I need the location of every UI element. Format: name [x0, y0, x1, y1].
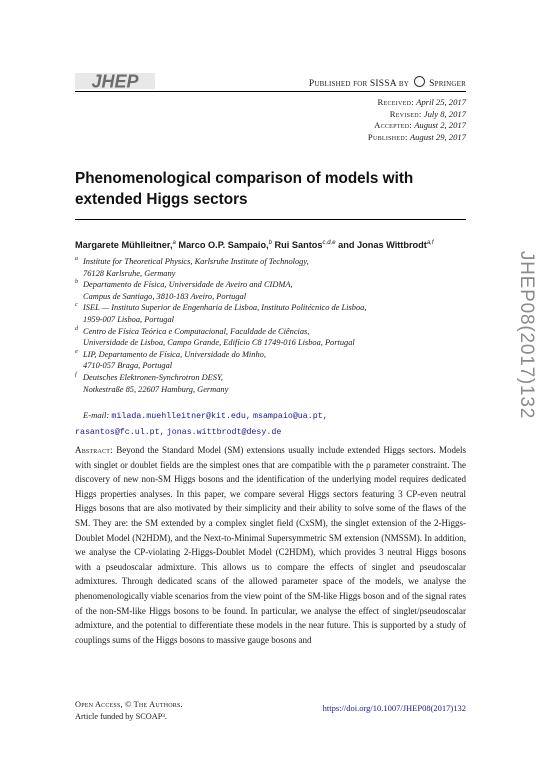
title-rule: [75, 219, 466, 220]
date-accepted: Accepted: August 2, 2017: [374, 120, 466, 131]
jhep-logo-text: JHEP: [91, 71, 139, 92]
affiliation-item: c ISEL — Instituto Superior de Engenharia de Lisboa, Instituto Politécnico de Lisboa, 1959-007 Lisboa, Portugal: [75, 302, 367, 324]
publication-dates: [290, 97, 466, 143]
email-label: E-mail:: [83, 410, 110, 420]
email-link[interactable]: jonas.wittbrodt@desy.de: [166, 428, 282, 437]
date-revised: Revised: July 8, 2017: [389, 108, 466, 119]
email-link[interactable]: milada.muehlleitner@kit.edu,: [111, 412, 251, 421]
author-affil-mark: b: [268, 240, 272, 246]
author-affil-mark: c,d,e: [322, 240, 336, 246]
title-line-1: Phenomenological comparison of models with: [75, 170, 414, 187]
doi-link[interactable]: https://doi.org/10.1007/JHEP08(2017)132: [322, 703, 466, 713]
email-link[interactable]: rasantos@fc.ul.pt,: [75, 428, 165, 437]
open-access-line: Open Access, © The Authors.: [75, 700, 183, 709]
affiliation-item: d Centro de Física Teórica e Computacional, Faculdade de Ciências, Universidade de Lisboa, Campo Grande, Edifício C8 1749-016 Lisboa, Portugal: [75, 325, 355, 348]
email-block: [75, 408, 483, 440]
side-stamp: [513, 200, 539, 470]
header-rule: [75, 91, 466, 92]
publisher-prefix: Published for SISSA by: [308, 79, 409, 89]
paper-title: [75, 168, 466, 210]
springer-horse-icon: [414, 76, 425, 87]
affiliation-item: e LIP, Departamento de Física, Universidade do Minho, 4710-057 Braga, Portugal: [75, 348, 266, 371]
author-affil-mark: a: [172, 240, 176, 246]
side-stamp-text: JHEP08(2017)132: [516, 250, 537, 420]
author-name: and Jonas Wittbrodt: [338, 240, 427, 251]
abstract-heading: Abstract:: [75, 445, 113, 455]
abstract-text: Beyond the Standard Model (SM) extensions usually include extended Higgs sectors. Models with singlet or doublet fields are the simplest ones that are compatible with the ρ parameter constraint. The discovery of new non-SM Higgs bosons and the identification of the underlying model requires dedicated Higgs properties analyses. In this paper, we compare several Higgs sectors featuring 3 CP-even neutral Higgs bosons that are also motivated by their simplicity and their ability to solve some of the flaws of the SM. They are: the SM extended by a complex singlet field (CxSM), the singlet extension of the 2-Higgs-Doublet Model (N2HDM), and the Next-to-Minimal Supersymmetric SM extension (NMSSM). In addition, we analyse the CP-violating 2-Higgs-Doublet Model (C2HDM), which provides 3 neutral Higgs bosons with a pseudoscalar admixture. This allows us to compare the effects of singlet and pseudoscalar admixtures. Through dedicated scans of the allowed parameter space of the models, we analyse the phenomenologically viable scenarios from the view point of the SM-like Higgs boson and of the signal rates of the non-SM-like Higgs bosons to be found. In particular, we analyse the effect of singlet/pseudoscalar admixture, and the potential to differentiate these models in the near future. This is supported by a study of couplings sums of the Higgs bosons to massive gauge bosons and: [75, 445, 466, 645]
publisher-name: Springer: [429, 79, 466, 89]
author-affil-mark: a,f: [426, 240, 434, 246]
title-line-2: extended Higgs sectors: [75, 191, 248, 208]
email-link[interactable]: msampaio@ua.pt,: [253, 412, 328, 421]
affiliation-item: b Departamento de Física, Universidade de Aveiro and CIDMA, Campus de Santiago, 3810-183 Aveiro, Portugal: [75, 279, 293, 301]
publisher-line: [290, 76, 466, 89]
affiliation-item: a Institute for Theoretical Physics, Karlsruhe Institute of Technology, 76128 Karlsruhe, Germany: [75, 256, 309, 278]
author-name: Marco O.P. Sampaio,: [178, 240, 269, 251]
abstract: [75, 443, 466, 647]
date-received: Received: April 25, 2017: [377, 97, 466, 107]
date-published: Published: August 29, 2017: [367, 131, 466, 142]
footer-open-access: [75, 699, 183, 723]
author-name: Rui Santos: [274, 240, 323, 251]
affiliation-item: f Deutsches Elektronen-Synchrotron DESY, Notkestraße 85, 22607 Hamburg, Germany: [75, 371, 229, 394]
funding-line: Article funded by SCOAP³.: [75, 712, 167, 721]
author-list: [75, 240, 475, 250]
author-name: Margarete Mühlleitner,: [75, 240, 173, 251]
affiliation-list: [75, 256, 475, 395]
